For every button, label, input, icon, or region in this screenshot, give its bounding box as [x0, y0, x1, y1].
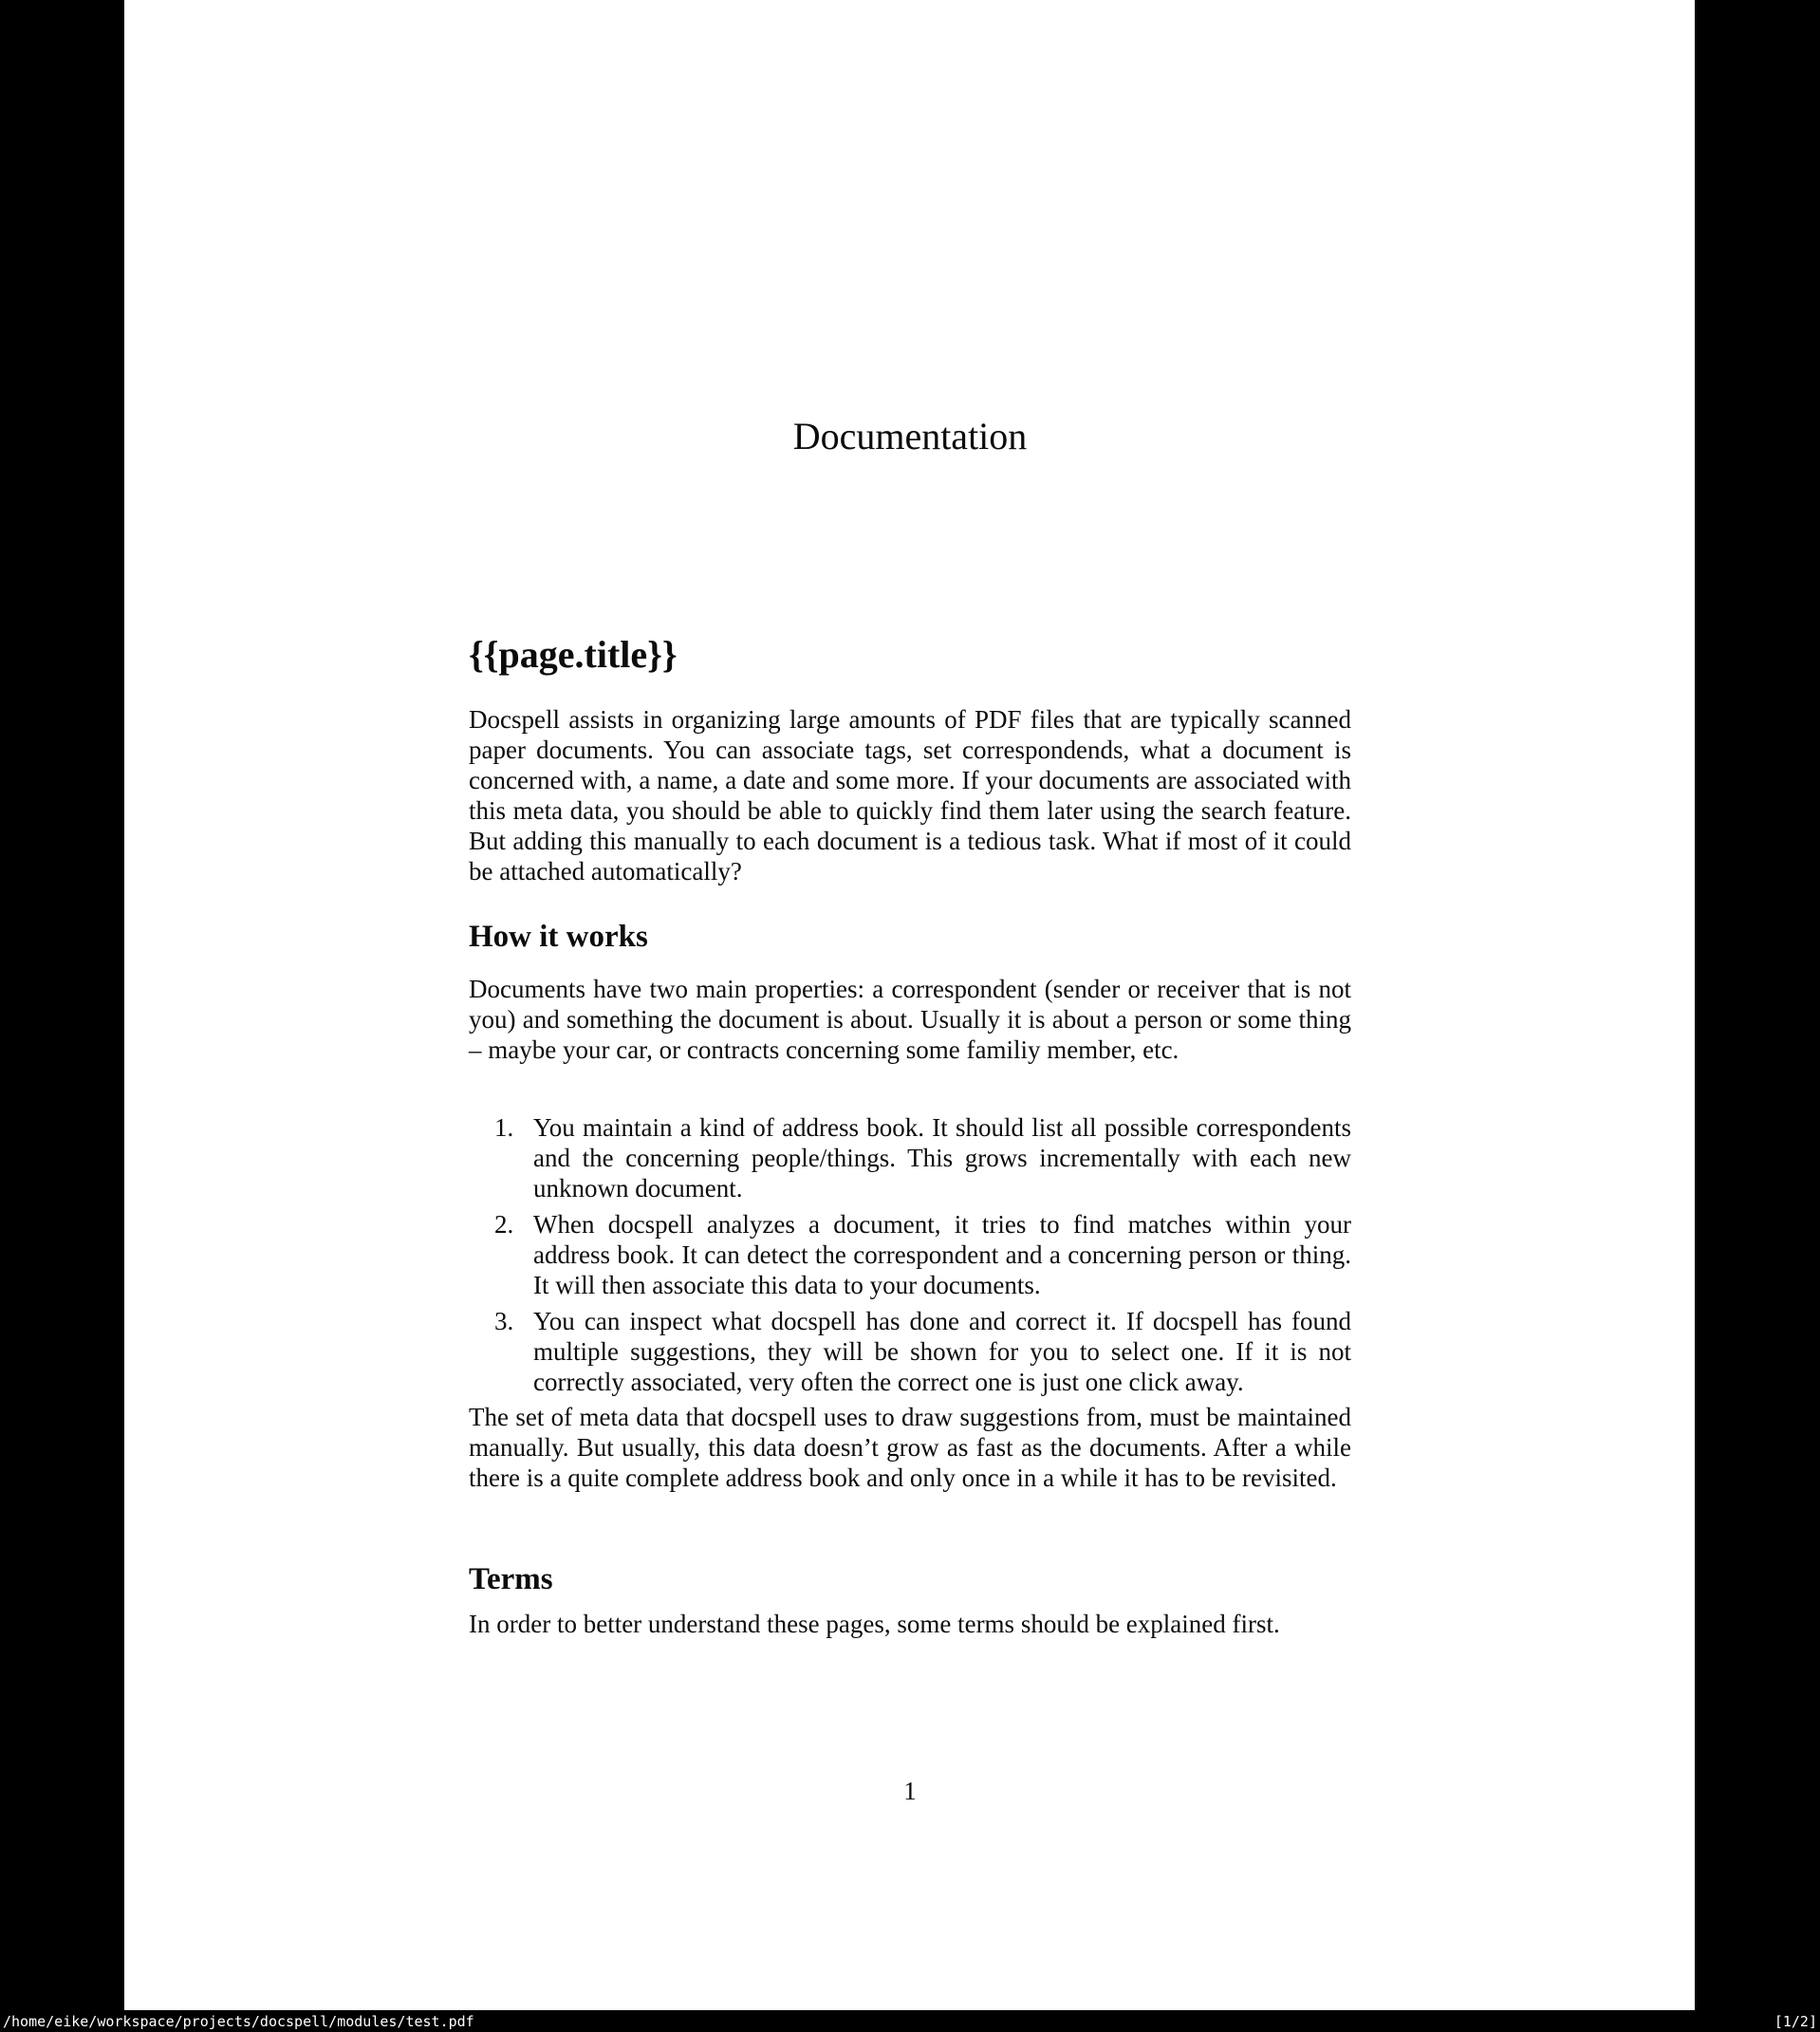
pdf-page [124, 0, 1695, 2010]
paragraph-terms: In order to better understand these pages, some terms should be explained first. [469, 1610, 1280, 1638]
statusbar-file-path: /home/eike/workspace/projects/docspell/modules/test.pdf [3, 2012, 474, 2030]
paragraph-meta-data: The set of meta data that docspell uses to draw suggestions from, must be maintained manually. But usually, this data doesn’t grow as fast as the documents. After a while there is a quite complete address book and only once in a while it has to be revisited. [469, 1403, 1351, 1492]
list-item [469, 1306, 1351, 1397]
statusbar-page-indicator: [1/2] [1774, 2012, 1817, 2030]
list-item-number: 1. [494, 1113, 514, 1142]
paragraph-intro: Docspell assists in organizing large amounts of PDF files that are typically scanned paper documents. You can associate tags, set correspondends, what a document is concerned with, a name, a date and some more. If your documents are associated with this meta data, you should be able to quickly find them later using the search feature. But adding this manually to each document is a tedious task. What if most of it could be attached automatically? [469, 705, 1351, 886]
list-item [469, 1209, 1351, 1300]
list-item-number: 3. [494, 1307, 514, 1335]
paragraph-how-it-works: Documents have two main properties: a correspondent (sender or receiver that is not you) and something the document is about. Usually it is about a person or some thing – maybe your car, or contracts concerning some familiy member, etc. [469, 975, 1351, 1064]
subsection-heading-terms: Terms [469, 1562, 553, 1596]
subsection-heading-how-it-works: How it works [469, 920, 648, 954]
list-item-text: You can inspect what docspell has done and correct it. If docspell has found multiple suggestions, they will be shown for you to select one. If it is not correctly associated, very often the correct one is just one click away. [533, 1307, 1351, 1396]
list-item [469, 1112, 1351, 1203]
statusbar [0, 2010, 1820, 2032]
document-title: Documentation [792, 415, 1028, 457]
section-heading-page-title: {{page.title}} [469, 633, 678, 676]
page-number: 1 [903, 1777, 917, 1805]
numbered-list [469, 1112, 1351, 1403]
list-item-text: When docspell analyzes a document, it tries to find matches within your address book. It can detect the correspondent and a concerning person or thing. It will then associate this data to your documents. [533, 1210, 1351, 1299]
list-item-number: 2. [494, 1210, 514, 1239]
list-item-text: You maintain a kind of address book. It should list all possible correspondents and the concerning people/things. This grows incrementally with each new unknown document. [533, 1113, 1351, 1202]
